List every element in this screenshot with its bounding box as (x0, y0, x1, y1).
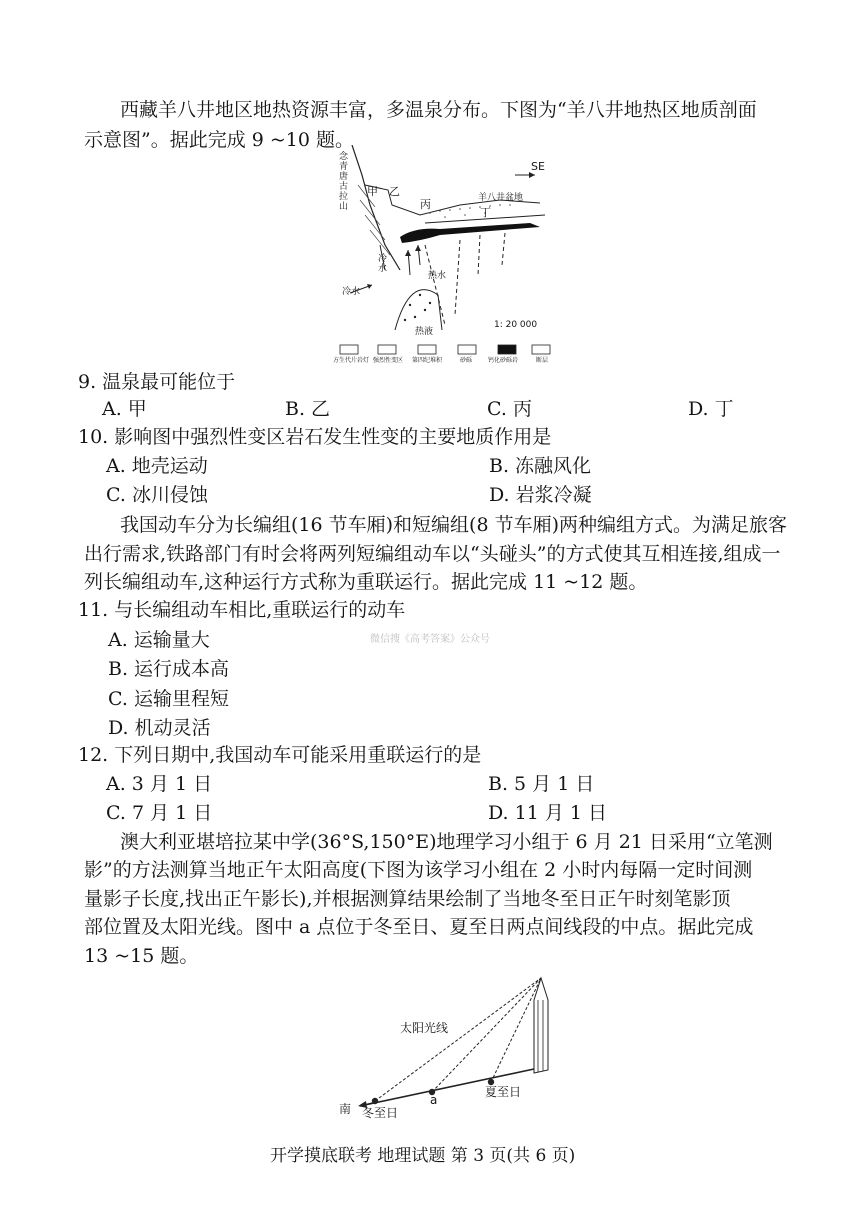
q12-option-c[interactable]: C. 7 月 1 日 (106, 802, 213, 824)
passage1-line1: 西藏羊八井地区地热资源丰富，多温泉分布。下图为“羊八井地热区地质剖面 (120, 99, 757, 121)
legend-item: 方生代片岩灯 (333, 357, 370, 364)
sunlight-label: 太阳光线 (400, 1021, 449, 1035)
q9-stem: 9. 温泉最可能位于 (78, 371, 236, 393)
legend-item: 强烈性变区 (373, 357, 404, 364)
point-yi-label: 乙 (389, 185, 400, 198)
watermark: 微信搜《高考答案》公众号 (370, 634, 490, 645)
passage3-line3: 量影子长度,找出正午影长),并根据测算结果绘制了当地冬至日正午时刻笔影顶 (84, 888, 731, 910)
q12-option-d[interactable]: D. 11 月 1 日 (488, 802, 608, 824)
summer-solstice-label: 夏至日 (485, 1085, 522, 1099)
legend-item: 断层 (536, 357, 549, 364)
q12-option-b[interactable]: B. 5 月 1 日 (488, 773, 595, 795)
pen-shadow-drawing (330, 970, 570, 1120)
legend-item: 第四纪堆积 (412, 357, 443, 364)
geology-section-drawing (330, 145, 560, 365)
q10-option-d[interactable]: D. 岩浆冷凝 (489, 484, 592, 506)
winter-solstice-label: 冬至日 (362, 1106, 399, 1120)
q11-option-c[interactable]: C. 运输里程短 (108, 688, 229, 710)
direction-label: SE (531, 160, 545, 173)
legend-item: 钙化砂砾岩 (488, 357, 519, 364)
passage3-line2: 影”的方法测算当地正午太阳高度(下图为该学习小组在 2 小时内每隔一定时间测 (84, 859, 753, 881)
passage3-line5: 13 ~15 题。 (84, 945, 199, 967)
q10-option-b[interactable]: B. 冻融风化 (489, 455, 592, 477)
south-label: 南 (339, 1102, 352, 1116)
q11-option-d[interactable]: D. 机动灵活 (108, 717, 211, 739)
q12-stem: 12. 下列日期中,我国动车可能采用重联运行的是 (78, 744, 482, 766)
point-ding-label: 丁 (480, 206, 491, 219)
q9-option-c[interactable]: C. 丙 (487, 398, 532, 420)
hot-water-label: 热水 (428, 271, 447, 281)
basin-label: 羊八井盆地 (478, 193, 524, 203)
mountain-label: 念青唐古拉山 (339, 152, 349, 212)
q10-stem: 10. 影响图中强烈性变区岩石发生性变的主要地质作用是 (78, 426, 552, 448)
passage2-line1: 我国动车分为长编组(16 节车厢)和短编组(8 节车厢)两种编组方式。为满足旅客 (120, 514, 787, 536)
q9-option-a[interactable]: A. 甲 (102, 398, 147, 420)
passage1-line2: 示意图”。据此完成 9 ~10 题。 (84, 129, 355, 151)
point-jia-label: 甲 (367, 185, 378, 198)
passage2-line2: 出行需求,铁路部门有时会将两列短编组动车以“头碰头”的方式使其互相连接,组成一 (84, 543, 781, 565)
hot-liquid-label: 热液 (415, 327, 434, 337)
cold-water-label-2: 冷水 (342, 287, 361, 297)
q10-option-c[interactable]: C. 冰川侵蚀 (106, 484, 208, 506)
q9-option-d[interactable]: D. 丁 (688, 398, 734, 420)
legend-item: 砂砾 (460, 357, 473, 364)
q11-option-b[interactable]: B. 运行成本高 (108, 658, 230, 680)
point-a-label: a (430, 1093, 438, 1107)
passage3-line4: 部位置及太阳光线。图中 a 点位于冬至日、夏至日两点间线段的中点。据此完成 (84, 916, 754, 938)
q10-option-a[interactable]: A. 地壳运动 (106, 455, 208, 477)
q9-option-b[interactable]: B. 乙 (285, 398, 331, 420)
q11-option-a[interactable]: A. 运输量大 (108, 629, 210, 651)
q11-stem: 11. 与长编组动车相比,重联运行的动车 (78, 599, 406, 621)
cold-water-label-1: 冷水 (378, 254, 388, 274)
q12-option-a[interactable]: A. 3 月 1 日 (106, 773, 213, 795)
page-footer: 开学摸底联考 地理试题 第 3 页(共 6 页) (270, 1146, 576, 1166)
passage2-line3: 列长编组动车,这种运行方式称为重联运行。据此完成 11 ~12 题。 (84, 571, 648, 593)
passage3-line1: 澳大利亚堪培拉某中学(36°S,150°E)地理学习小组于 6 月 21 日采用“立笔测 (120, 831, 773, 853)
scale-label: 1: 20 000 (494, 320, 538, 330)
point-bing-label: 丙 (420, 198, 431, 211)
